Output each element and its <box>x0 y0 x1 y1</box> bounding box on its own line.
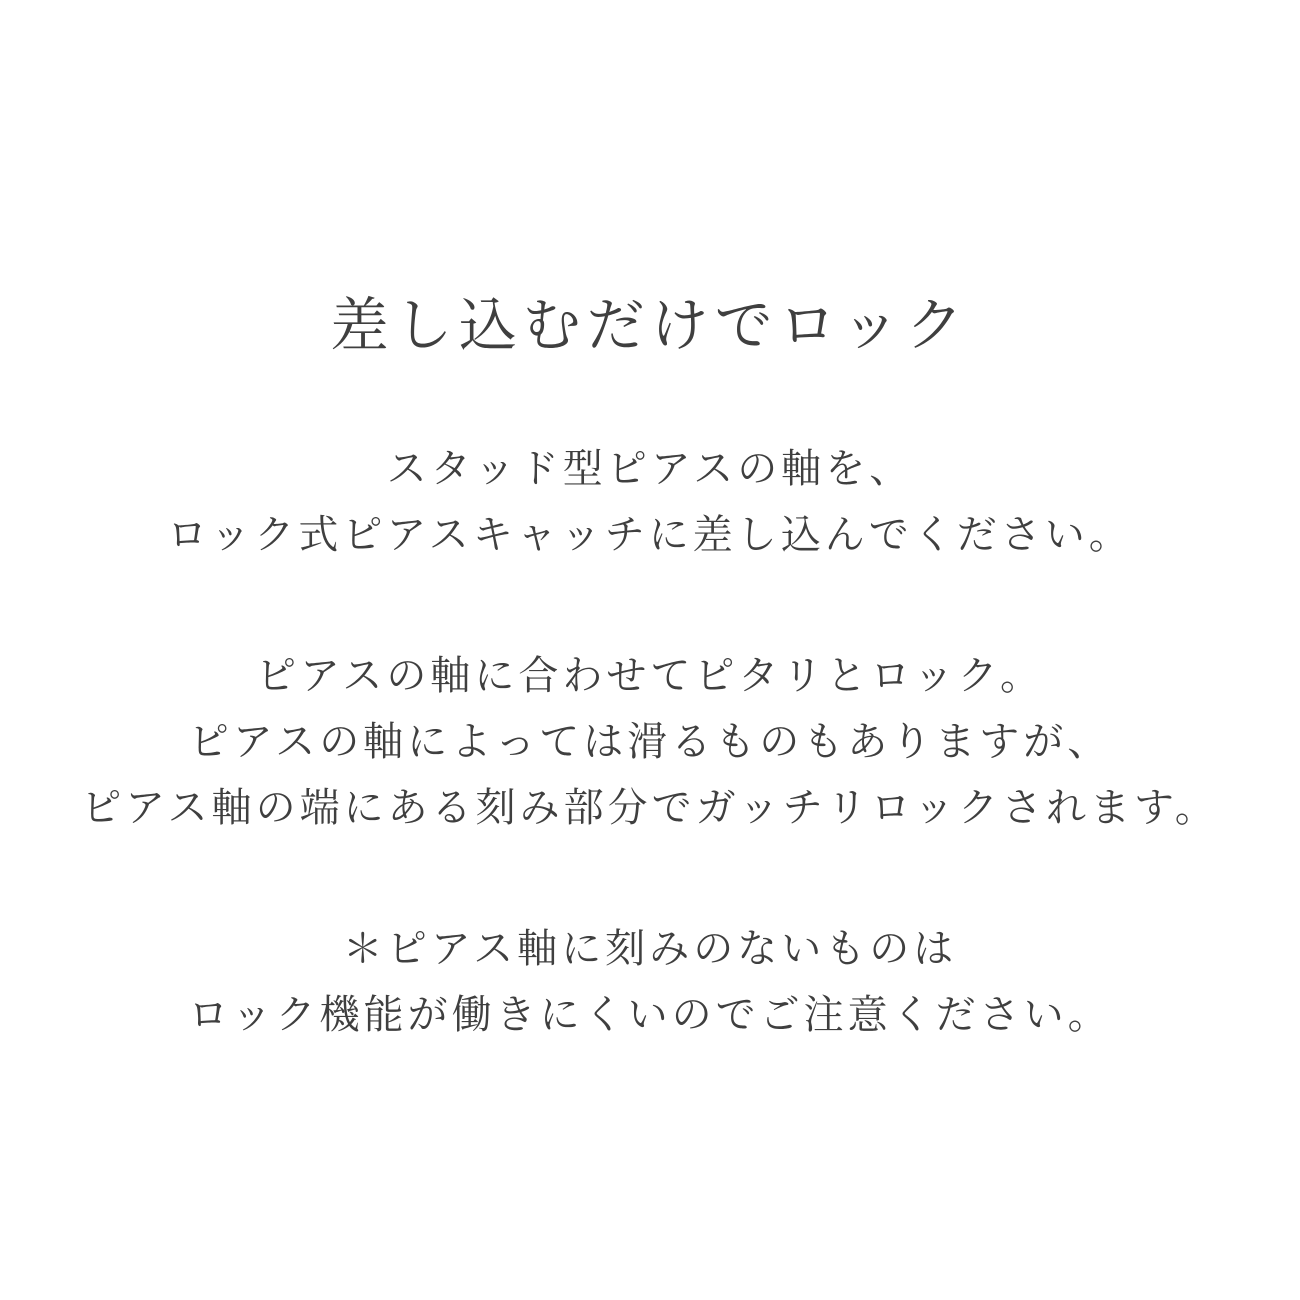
text-line: ピアスの軸に合わせてピタリとロック。 <box>256 654 1044 698</box>
paragraph-insert-instruction <box>0 436 1300 568</box>
paragraph-lock-mechanism <box>0 643 1300 841</box>
text-line: ＊ピアス軸に刻みのないものは <box>342 927 958 971</box>
text-line: ピアス軸の端にある刻み部分でガッチリロックされます。 <box>81 786 1219 830</box>
text-line: スタッド型ピアスの軸を、 <box>386 447 914 491</box>
page-title: 差し込むだけでロック <box>330 293 970 358</box>
text-line: ロック式ピアスキャッチに差し込んでください。 <box>167 513 1133 557</box>
paragraph-caution-note <box>0 916 1300 1048</box>
text-line: ピアスの軸によっては滑るものもありますが、 <box>188 720 1112 764</box>
text-line: ロック機能が働きにくいのでご注意ください。 <box>188 993 1112 1037</box>
